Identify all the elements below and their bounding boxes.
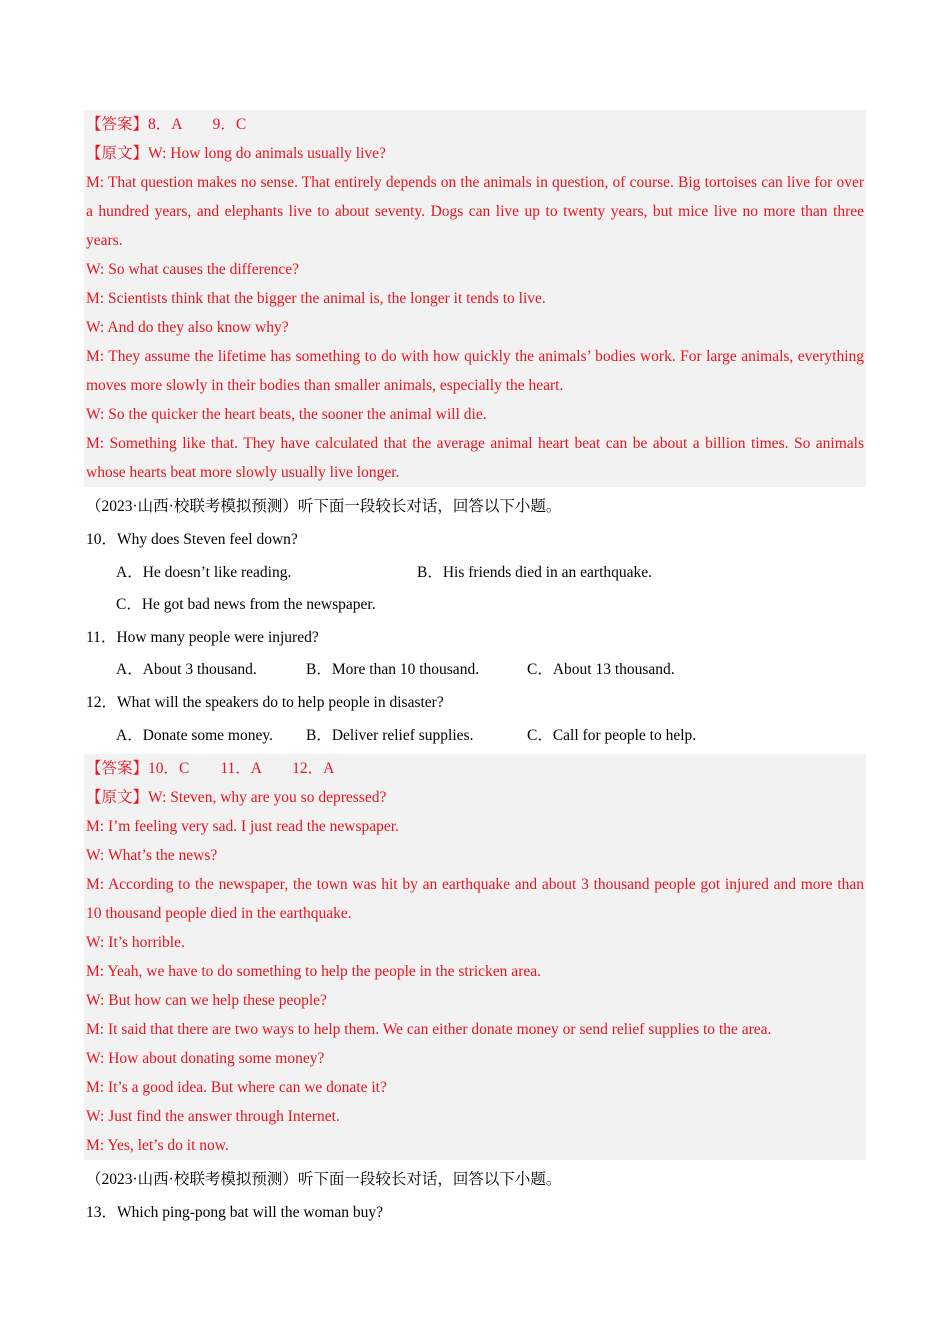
section-intro-2: （2023·山西·校联考模拟预测）听下面一段较长对话，回答以下小题。	[86, 1171, 562, 1188]
answer-line	[86, 110, 864, 139]
question-text: Why does Steven feel down?	[117, 531, 298, 548]
question-10	[86, 529, 298, 551]
question-12	[86, 692, 444, 714]
option-12-b: B．Deliver relief supplies.	[306, 727, 474, 744]
option-12-a: A．Donate some money.	[116, 727, 273, 744]
transcript-line-m: M: Something like that. They have calculated that the average animal heart beat can be about a billion times. So animals whose hearts beat more slowly usually live longer.	[86, 435, 864, 481]
transcript-line-m: M: I’m feeling very sad. I just read the newspaper.	[86, 818, 399, 835]
transcript-line-m: M: They assume the lifetime has something to do with how quickly the animals’ bodies work. For large animals, everything moves more slowly in their bodies than smaller animals, especially the heart.	[86, 348, 864, 394]
option-10-a: A．He doesn’t like reading.	[116, 564, 292, 581]
answer-text: 8．A 9．C	[148, 116, 247, 133]
question-text: What will the speakers do to help people in disaster?	[117, 694, 444, 711]
question-text: How many people were injured?	[116, 629, 319, 646]
transcript-line-w: W: Steven, why are you so depressed?	[148, 789, 387, 806]
answer-text: 10．C 11．A 12．A	[148, 760, 335, 777]
section-intro-1: （2023·山西·校联考模拟预测）听下面一段较长对话，回答以下小题。	[86, 498, 562, 515]
option-11-c: C．About 13 thousand.	[527, 661, 675, 678]
question-13	[86, 1202, 383, 1224]
question-number: 10．	[86, 531, 118, 548]
transcript-line-m: M: That question makes no sense. That entirely depends on the animals in question, of course. Big tortoises can live for over a hundred years, and elephants live to about seventy. Dogs can live up to twenty years, but mice live no more than three years.	[86, 174, 864, 249]
transcript-line-m: M: According to the newspaper, the town was hit by an earthquake and about 3 thousand people got injured and more than 10 thousand people died in the earthquake.	[86, 876, 864, 922]
transcript-line-m: M: Yes, let’s do it now.	[86, 1137, 229, 1154]
transcript-line-w: W: So the quicker the heart beats, the sooner the animal will die.	[86, 406, 487, 423]
question-11	[86, 627, 319, 649]
option-10-b: B．His friends died in an earthquake.	[417, 564, 653, 581]
question-text: Which ping-pong bat will the woman buy?	[117, 1204, 384, 1221]
answer-label: 【答案】	[86, 760, 149, 777]
transcript-line-w: W: How long do animals usually live?	[148, 145, 386, 162]
answer-block-1	[84, 110, 866, 487]
option-11-a: A．About 3 thousand.	[116, 661, 257, 678]
option-12-c: C．Call for people to help.	[527, 727, 697, 744]
transcript-line-w: W: So what causes the difference?	[86, 261, 300, 278]
transcript-line-w: W: What’s the news?	[86, 847, 218, 864]
question-number: 12．	[86, 694, 118, 711]
answer-label: 【答案】	[86, 116, 149, 133]
option-10-c: C．He got bad news from the newspaper.	[116, 596, 376, 613]
transcript-line-w: W: How about donating some money?	[86, 1050, 325, 1067]
transcript-line-w: W: But how can we help these people?	[86, 992, 327, 1009]
transcript-first-line	[86, 783, 864, 812]
transcript-line-m: M: Yeah, we have to do something to help the people in the stricken area.	[86, 963, 541, 980]
transcript-line-w: W: It’s horrible.	[86, 934, 185, 951]
transcript-line-w: W: And do they also know why?	[86, 319, 289, 336]
transcript-line-m: M: It said that there are two ways to help them. We can either donate money or send relief supplies to the area.	[86, 1021, 772, 1038]
transcript-line-m: M: Scientists think that the bigger the animal is, the longer it tends to live.	[86, 290, 546, 307]
question-number: 11．	[86, 629, 117, 646]
transcript-first-line	[86, 139, 864, 168]
transcript-line-m: M: It’s a good idea. But where can we donate it?	[86, 1079, 387, 1096]
source-label: 【原文】	[86, 789, 149, 806]
transcript-line-w: W: Just find the answer through Internet.	[86, 1108, 340, 1125]
answer-block-2	[84, 754, 866, 1160]
question-number: 13．	[86, 1204, 118, 1221]
answer-line	[86, 754, 864, 783]
source-label: 【原文】	[86, 145, 149, 162]
option-11-b: B．More than 10 thousand.	[306, 661, 480, 678]
